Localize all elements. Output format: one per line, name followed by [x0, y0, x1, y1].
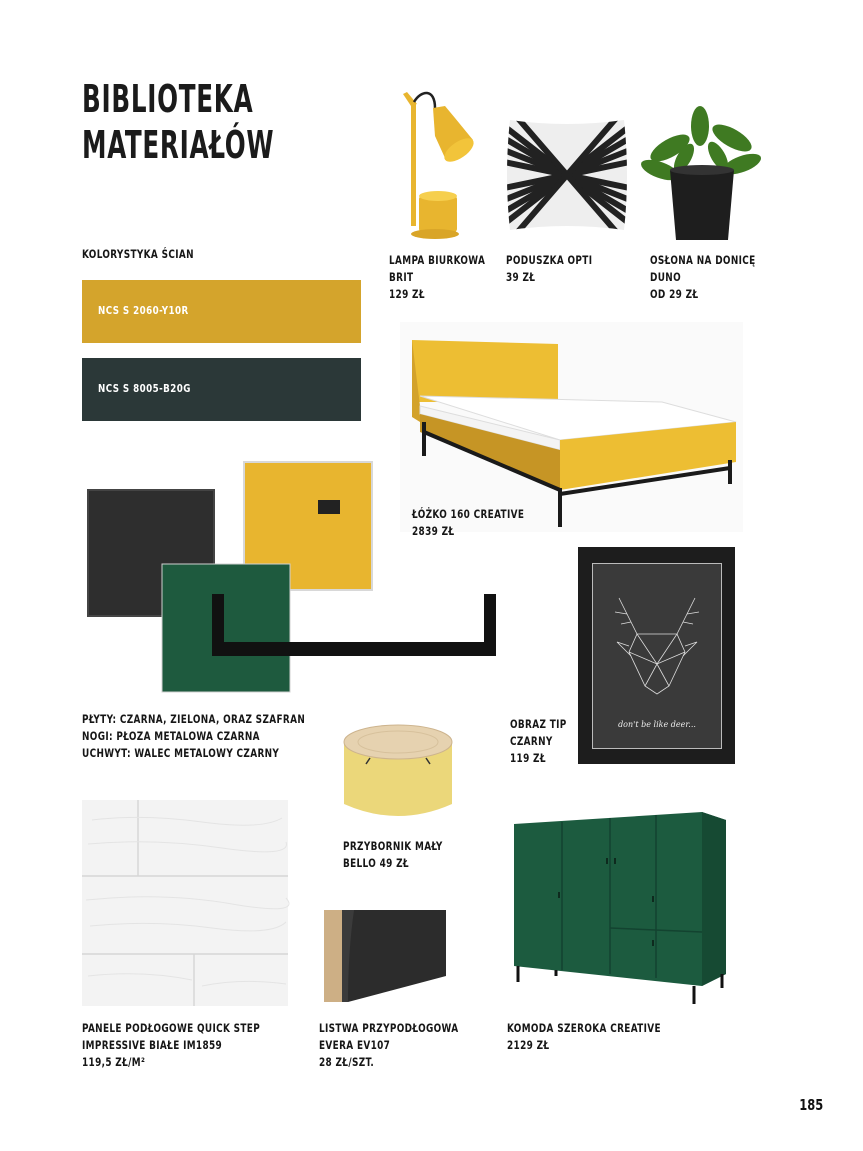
picture-caption-line: 119 ZŁ: [510, 751, 546, 765]
plant-image: [640, 108, 765, 244]
plant-caption-line: DUNO: [650, 270, 682, 284]
floor-caption-line: PANELE PODŁOGOWE QUICK STEP: [82, 1021, 261, 1035]
lamp-caption: [389, 252, 485, 303]
plant-caption-line: OD 29 ZŁ: [650, 287, 699, 301]
boards-image: [84, 458, 504, 698]
lamp-caption-line: LAMPA BIURKOWA: [389, 253, 486, 267]
skirting-caption-line: LISTWA PRZYPODŁOGOWA: [319, 1021, 459, 1035]
floor-image: [82, 800, 288, 1006]
boards-caption: [82, 711, 305, 762]
box-image: [340, 720, 456, 824]
swatch-dark: [82, 358, 361, 421]
swatch-yellow-label: NCS S 2060-Y10R: [98, 304, 189, 317]
dresser-caption: [507, 1020, 661, 1054]
picture-caption: [510, 716, 567, 767]
bed-caption-line: 2839 ZŁ: [412, 524, 455, 538]
swatch-yellow: [82, 280, 361, 343]
pillow-caption: [506, 252, 592, 286]
picture-text: don't be like deer...: [618, 720, 696, 729]
dresser-caption-line: 2129 ZŁ: [507, 1038, 550, 1052]
plant-caption: [650, 252, 756, 303]
wall-colors-label: KOLORYSTYKA ŚCIAN: [82, 247, 194, 261]
lamp-image: [395, 88, 485, 243]
picture-caption-line: OBRAZ TIP: [510, 717, 567, 731]
skirting-caption: [319, 1020, 458, 1071]
lamp-caption-line: BRIT: [389, 270, 414, 284]
lamp-caption-line: 129 ZŁ: [389, 287, 425, 301]
picture-caption-line: CZARNY: [510, 734, 553, 748]
pillow-caption-line: 39 ZŁ: [506, 270, 536, 284]
page-number: 185: [799, 1096, 823, 1114]
page-title-line-1: BIBLIOTEKA: [82, 77, 254, 121]
floor-caption-line: 119,5 ZŁ/M²: [82, 1055, 146, 1069]
skirting-image: [318, 902, 452, 1006]
boards-caption-line: NOGI: PŁOZA METALOWA CZARNA: [82, 729, 260, 743]
pillow-image: [504, 116, 630, 234]
box-caption-line: PRZYBORNIK MAŁY: [343, 839, 443, 853]
dresser-image: [506, 806, 742, 1012]
skirting-caption-line: 28 ZŁ/SZT.: [319, 1055, 375, 1069]
page-title-line-2: MATERIAŁÓW: [82, 123, 275, 167]
box-caption: [343, 838, 443, 872]
plant-caption-line: OSŁONA NA DONICĘ: [650, 253, 756, 267]
boards-caption-line: UCHWYT: WALEC METALOWY CZARNY: [82, 746, 280, 760]
floor-caption: [82, 1020, 260, 1071]
page-title: [82, 76, 274, 168]
skirting-caption-line: EVERA EV107: [319, 1038, 391, 1052]
box-caption-line: BELLO 49 ZŁ: [343, 856, 409, 870]
picture-image: [578, 547, 735, 764]
dresser-caption-line: KOMODA SZEROKA CREATIVE: [507, 1021, 661, 1035]
pillow-caption-line: PODUSZKA OPTI: [506, 253, 593, 267]
deer-icon: [607, 594, 707, 704]
swatch-dark-label: NCS S 8005-B20G: [98, 382, 191, 395]
bed-caption-line: ŁÓŻKO 160 CREATIVE: [412, 507, 525, 521]
floor-caption-line: IMPRESSIVE BIAŁE IM1859: [82, 1038, 223, 1052]
boards-caption-line: PŁYTY: CZARNA, ZIELONA, ORAZ SZAFRAN: [82, 712, 306, 726]
